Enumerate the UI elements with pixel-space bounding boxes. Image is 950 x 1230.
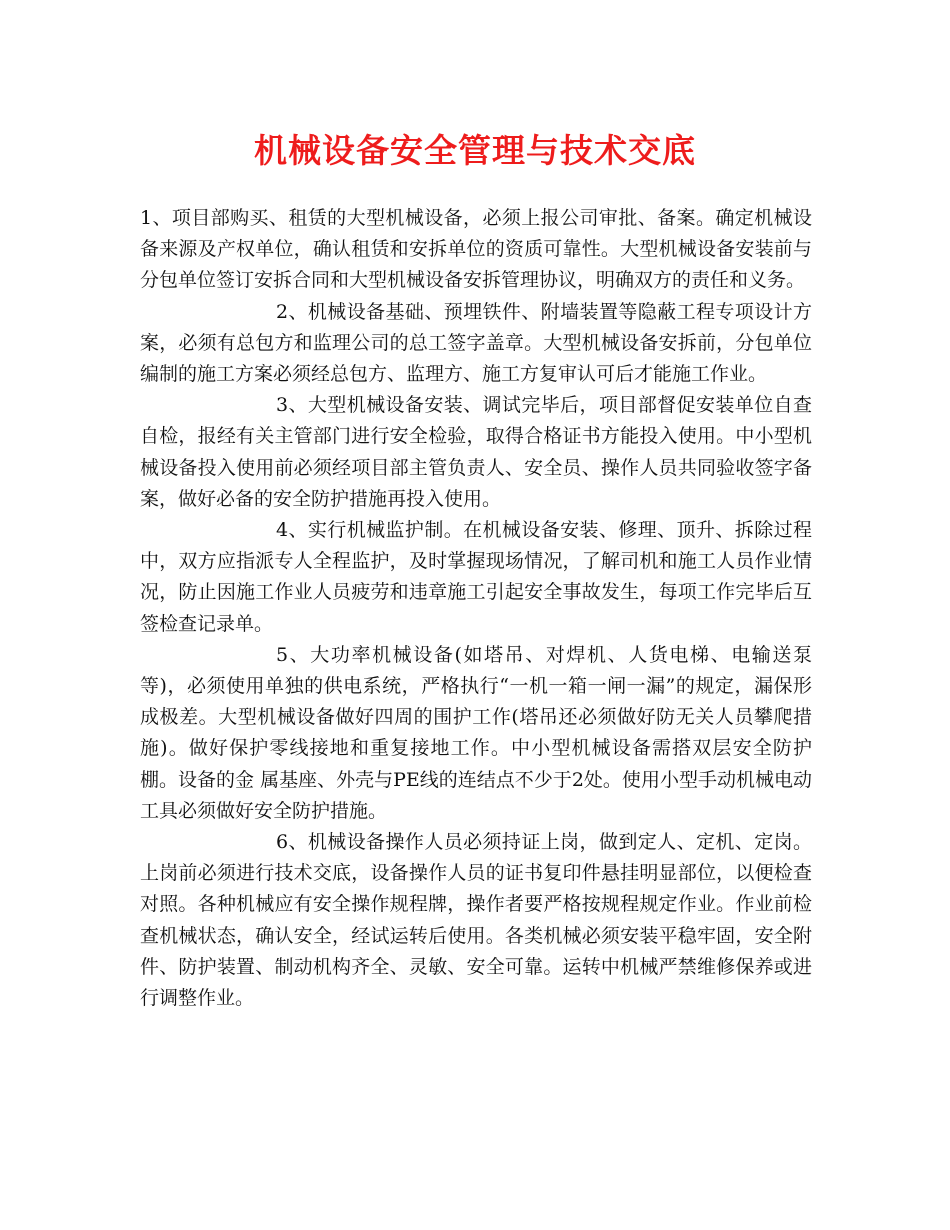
paragraph-5: 5、大功率机械设备(如塔吊、对焊机、人货电梯、电输送泵等)，必须使用单独的供电系统，严格执行“一机一箱一闸一漏”的规定，漏保形成极差。大型机械设备做好四周的围护工作(塔吊还必须做好防无关人员攀爬措施)。做好保护零线接地和重复接地工作。中小型机械设备需搭双层安全防护棚。设备的金 属基座、外壳与PE线的连结点不少于2处。使用小型手动机械电动工具必须做好安全防护措施。: [140, 643, 812, 822]
paragraph-1: 1、项目部购买、租赁的大型机械设备，必须上报公司审批、备案。确定机械设备来源及产权单位，确认租赁和安拆单位的资质可靠性。大型机械设备安装前与分包单位签订安拆合同和大型机械设备安拆管理协议，明确双方的责任和义务。: [140, 207, 812, 292]
paragraph-4: 4、实行机械监护制。在机械设备安装、修理、顶升、拆除过程中，双方应指派专人全程监护，及时掌握现场情况，了解司机和施工人员作业情况，防止因施工作业人员疲劳和违章施工引起安全事故发生，每项工作完毕后互签检查记录单。: [140, 519, 812, 635]
document-body: [140, 203, 812, 1014]
paragraph-2: 2、机械设备基础、预埋铁件、附墙装置等隐蔽工程专项设计方案，必须有总包方和监理公司的总工签字盖章。大型机械设备安拆前，分包单位编制的施工方案必须经总包方、监理方、施工方复审认可后才能施工作业。: [140, 300, 812, 386]
document-title: 机械设备安全管理与技术交底: [254, 131, 696, 170]
paragraph-3: 3、大型机械设备安装、调试完毕后，项目部督促安装单位自查自检，报经有关主管部门进行安全检验，取得合格证书方能投入使用。中小型机械设备投入使用前必须经项目部主管负责人、安全员、操作人员共同验收签字备案，做好必备的安全防护措施再投入使用。: [140, 394, 812, 510]
paragraph-6: 6、机械设备操作人员必须持证上岗，做到定人、定机、定岗。上岗前必须进行技术交底，设备操作人员的证书复印件悬挂明显部位，以便检查对照。各种机械应有安全操作规程牌，操作者要严格按规程规定作业。作业前检查机械状态，确认安全，经试运转后使用。各类机械必须安装平稳牢固，安全附件、防护装置、制动机构齐全、灵敏、安全可靠。运转中机械严禁维修保养或进行调整作业。: [140, 831, 812, 1010]
